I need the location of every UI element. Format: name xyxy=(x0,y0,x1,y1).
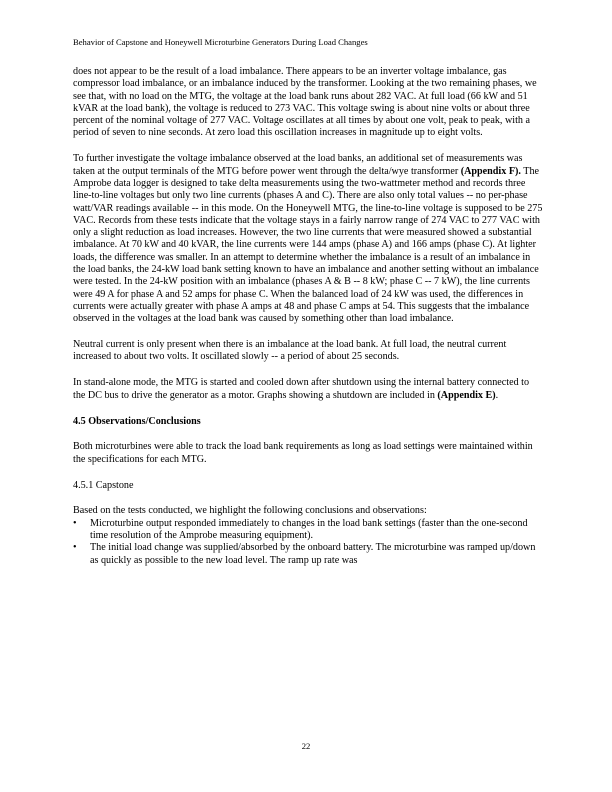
appendix-e-reference: (Appendix E) xyxy=(437,389,496,401)
paragraph-both-microturbines: Both microturbines were able to track the load bank requirements as long as load settings were maintained within the specifications for each MTG. xyxy=(73,441,533,465)
list-item-text: The initial load change was supplied/absorbed by the onboard battery. The microturbine was ramped up/down as quickly as possible to the new load level. The ramp up rate was xyxy=(90,542,536,566)
paragraph-text: To further investigate the voltage imbalance observed at the load banks, an additional set of measurements was taken at the output terminals of the MTG before power went through the delta/wye transformer xyxy=(73,153,523,177)
body-text xyxy=(73,66,543,567)
list-item xyxy=(73,542,543,567)
paragraph-further-investigation xyxy=(73,153,543,325)
bullet-list xyxy=(73,518,543,567)
page-number: 22 xyxy=(301,741,311,751)
paragraph-text: The Amprobe data logger is designed to take delta measurements using the two-wattmeter method and records three line-to-line voltages but only two line currents (phases A and C). There are also only total values -- no per-phase watt/VAR readings available -- in this mode. On the Honeywell MTG, the line-to-line voltage is supposed to be 275 VAC. Records from these tests indicate that the voltage stays in a fairly narrow range of 274 VAC to 277 VAC with only a slight reduction as load increases. However, the two line currents that were measured showed a substantial imbalance. At 70 kW and 40 kVAR, the line currents were 144 amps (phase A) and 166 amps (phase C). At lighter loads, the difference was smaller. In an attempt to determine whether the imbalance is a result of an imbalance in the load banks, the 24-kW load bank setting known to have an imbalance and another setting without an imbalance were tested. In the 24-kW position with an imbalance (phases A & B -- 8 kW; phase C -- 7 kW), the line currents were 49 A for phase A and 52 amps for phase C. When the balanced load of 24 kW was used, the differences in currents were actually greater with phase A amps at 48 and phase C amps at 54. This suggests that the imbalance observed in the voltages at the load bank was caused by something other than load imbalance. xyxy=(73,165,543,325)
paragraph-text: In stand-alone mode, the MTG is started and cooled down after shutdown using the internal battery connected to the DC bus to drive the generator as a motor. Graphs showing a shutdown are included in xyxy=(73,377,530,401)
subsection-heading: 4.5.1 Capstone xyxy=(73,479,134,491)
bullet-icon: • xyxy=(73,542,77,554)
section-heading: 4.5 Observations/Conclusions xyxy=(73,415,201,427)
running-header: Behavior of Capstone and Honeywell Microturbine Generators During Load Changes xyxy=(73,37,368,47)
paragraph-conclusions-intro: Based on the tests conducted, we highlight the following conclusions and observations: xyxy=(73,505,427,517)
appendix-f-reference: (Appendix F). xyxy=(460,165,521,177)
paragraph-text: . xyxy=(495,389,499,401)
paragraph-stand-alone-mode xyxy=(73,377,543,402)
paragraph-voltage-imbalance: does not appear to be the result of a load imbalance. There appears to be an inverter voltage imbalance, gas compressor load imbalance, or an imbalance induced by the transformer. Looking at the two remaining phases, we see that, with no load on the MTG, the voltage at the load bank runs about 282 VAC. At full load (66 kW and 51 kVAR at the load bank), the voltage is reduced to 273 VAC. This voltage swing is about nine volts or about three percent of the nominal voltage of 277 VAC. Voltage oscillates at all times by about one volt, peak to peak, with a period of seven to nine seconds. At zero load this oscillation increases in magnitude up to eight volts. xyxy=(73,66,537,139)
paragraph-neutral-current: Neutral current is only present when there is an imbalance at the load bank. At full load, the neutral current increased to about two volts. It oscillated slowly -- a period of about 25 seconds. xyxy=(73,339,507,363)
bullet-icon: • xyxy=(73,517,77,529)
list-item xyxy=(73,518,543,543)
list-item-text: Microturbine output responded immediately to changes in the load bank settings (faster than the one-second time resolution of the Amprobe measuring equipment). xyxy=(90,517,528,542)
